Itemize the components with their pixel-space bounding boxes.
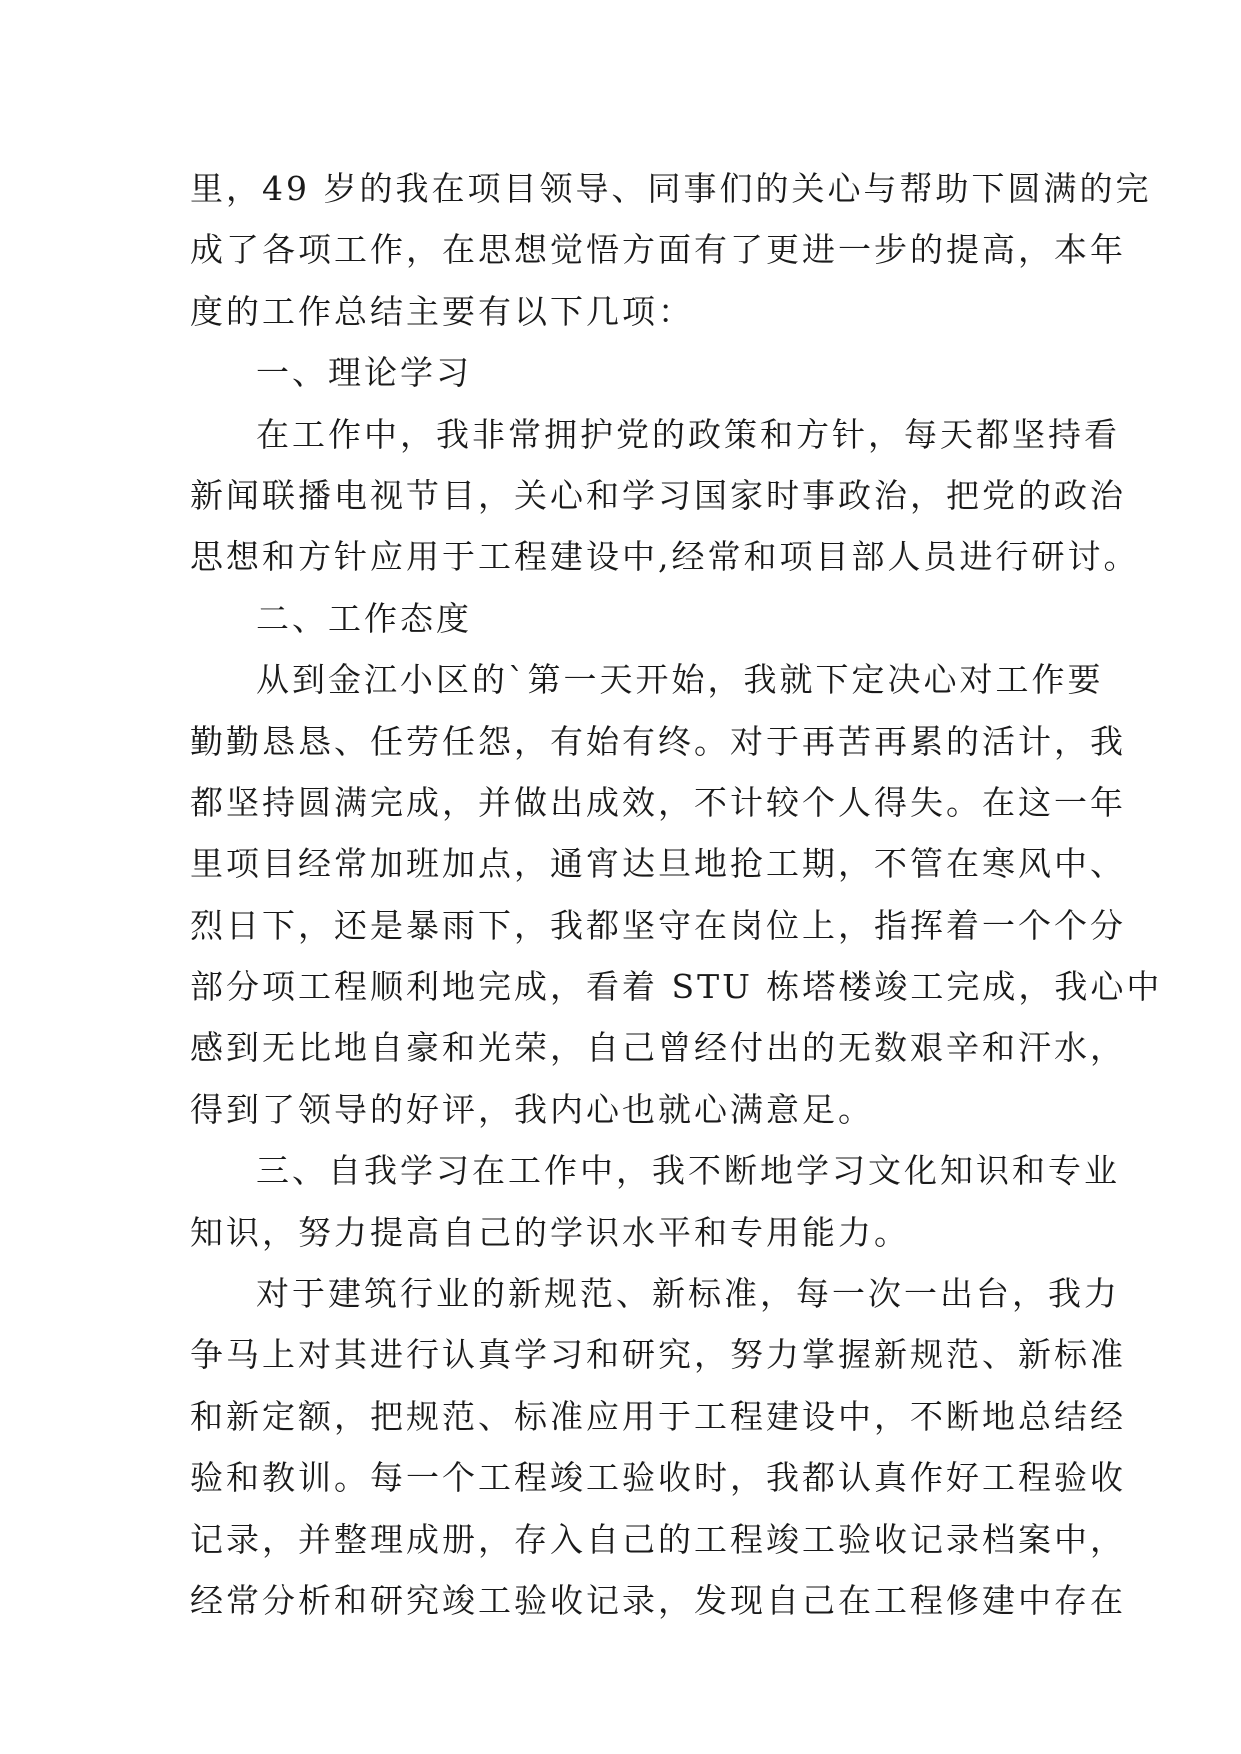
body-line: 思想和方针应用于工程建设中,经常和项目部人员进行研讨。 <box>190 537 1140 577</box>
body-line: 成了各项工作，在思想觉悟方面有了更进一步的提高，本年 <box>190 230 1126 270</box>
body-line: 都坚持圆满完成，并做出成效，不计较个人得失。在这一年 <box>190 782 1126 822</box>
body-line: 在工作中，我非常拥护党的政策和方针，每天都坚持看 <box>256 414 1120 454</box>
body-line: 经常分析和研究竣工验收记录，发现自己在工程修建中存在 <box>190 1580 1126 1620</box>
body-line: 里，49 岁的我在项目领导、同事们的关心与帮助下圆满的完 <box>190 169 1152 208</box>
section-heading-self-study: 三、自我学习在工作中，我不断地学习文化知识和专业 <box>256 1151 1120 1191</box>
body-line: 烈日下，还是暴雨下，我都坚守在岗位上，指挥着一个个分 <box>190 905 1126 945</box>
body-line: 得到了领导的好评，我内心也就心满意足。 <box>190 1089 874 1129</box>
body-line: 部分项工程顺利地完成，看着 STU 栋塔楼竣工完成，我心中 <box>190 967 1163 1007</box>
body-line: 知识，努力提高自己的学识水平和专用能力。 <box>190 1212 910 1252</box>
body-line: 度的工作总结主要有以下几项： <box>190 291 694 331</box>
body-line: 争马上对其进行认真学习和研究，努力掌握新规范、新标准 <box>190 1335 1126 1375</box>
section-heading-work-attitude: 二、工作态度 <box>256 598 472 638</box>
body-line: 勤勤恳恳、任劳任怨，有始有终。对于再苦再累的活计，我 <box>190 721 1126 761</box>
body-line: 新闻联播电视节目，关心和学习国家时事政治，把党的政治 <box>190 475 1126 515</box>
body-line: 里项目经常加班加点，通宵达旦地抢工期，不管在寒风中、 <box>190 844 1126 884</box>
body-line: 对于建筑行业的新规范、新标准，每一次一出台，我力 <box>256 1274 1120 1314</box>
document-body <box>190 158 1163 1631</box>
body-line: 验和教训。每一个工程竣工验收时，我都认真作好工程验收 <box>190 1458 1126 1498</box>
section-heading-theory-study: 一、理论学习 <box>256 353 472 393</box>
body-line: 从到金江小区的`第一天开始，我就下定决心对工作要 <box>256 660 1104 700</box>
body-line: 记录，并整理成册，存入自己的工程竣工验收记录档案中， <box>190 1519 1126 1559</box>
body-line: 感到无比地自豪和光荣，自己曾经付出的无数艰辛和汗水， <box>190 1028 1126 1068</box>
body-line: 和新定额，把规范、标准应用于工程建设中，不断地总结经 <box>190 1396 1126 1436</box>
